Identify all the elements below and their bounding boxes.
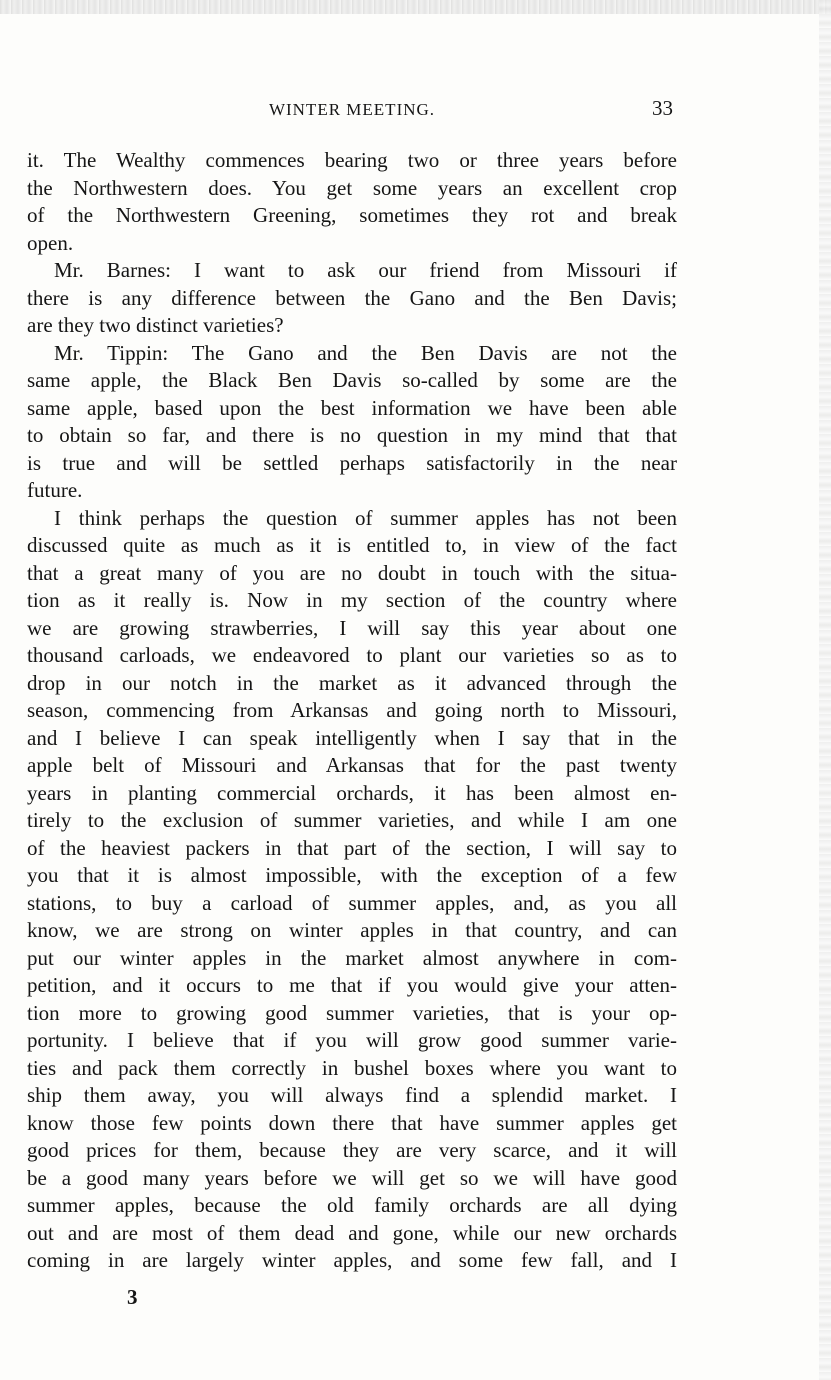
text-line: ship them away, you will always find a splendid market. I [27,1083,677,1107]
text-line: petition, and it occurs to me that if you would give your atten- [27,973,677,997]
text-line: there is any difference between the Gano and the Ben Davis; [27,285,677,310]
text-line: season, commencing from Arkansas and going north to Missouri, [27,698,677,722]
scan-edge-right [819,0,831,1380]
text-line: and I believe I can speak intelligently when I say that in the [27,725,677,750]
text-line: coming in are largely winter apples, and some few fall, and I [27,1248,677,1272]
text-line: summer apples, because the old family orchards are all dying [27,1193,677,1217]
body-text [27,147,677,1275]
text-line: years in planting commercial orchards, it has been almost en- [27,780,677,805]
text-line: to obtain so far, and there is no question in my mind that that [27,423,677,447]
text-line: are they two distinct varieties? [27,313,284,337]
text-line: same apple, based upon the best information we have been able [27,395,677,420]
text-line: be a good many years before we will get so we will have good [27,1165,677,1190]
scan-edge-top [0,0,831,14]
text-line: out and are most of them dead and gone, while our new orchards [27,1220,677,1245]
text-line: it. The Wealthy commences bearing two or three years before [27,148,677,172]
text-line: Mr. Tippin: The Gano and the Ben Davis are not the [54,340,677,365]
text-line: Mr. Barnes: I want to ask our friend from Missouri if [54,258,677,282]
text-line: put our winter apples in the market almost anywhere in com- [27,945,677,970]
text-line: is true and will be settled perhaps satisfactorily in the near [27,450,677,475]
paragraph-4 [27,505,677,1275]
text-line: tion more to growing good summer varieties, that is your op- [27,1000,677,1025]
running-header [27,94,677,124]
text-line: that a great many of you are no doubt in touch with the situa- [27,560,677,585]
text-line: the Northwestern does. You get some years an excellent crop [27,175,677,200]
text-line: of the Northwestern Greening, sometimes they rot and break [27,203,677,227]
text-line: we are growing strawberries, I will say this year about one [27,615,677,640]
text-line: know, we are strong on winter apples in that country, and can [27,918,677,942]
signature-mark: 3 [127,1285,138,1309]
text-line: same apple, the Black Ben Davis so-called by some are the [27,368,677,392]
paragraph-3 [27,340,677,505]
text-line: open. [27,230,74,255]
text-line: thousand carloads, we endeavored to plant our varieties so as to [27,643,677,667]
text-line: drop in our notch in the market as it advanced through the [27,670,677,695]
text-line: ties and pack them correctly in bushel boxes where you want to [27,1055,677,1080]
text-line: portunity. I believe that if you will grow good summer varie- [27,1028,677,1052]
paragraph-2 [27,257,677,340]
text-line: discussed quite as much as it is entitled to, in view of the fact [27,533,677,557]
text-line: apple belt of Missouri and Arkansas that for the past twenty [27,753,677,777]
page-number: 33 [652,96,673,120]
text-line: know those few points down there that have summer apples get [27,1110,677,1135]
text-line: stations, to buy a carload of summer apples, and, as you all [27,890,677,915]
text-line: you that it is almost impossible, with the exception of a few [27,863,677,887]
paragraph-1 [27,147,677,257]
running-title: WINTER MEETING. [268,100,436,119]
text-line: I think perhaps the question of summer apples has not been [54,505,677,530]
text-line: tirely to the exclusion of summer varieties, and while I am one [27,808,677,832]
text-line: good prices for them, because they are very scarce, and it will [27,1138,677,1162]
text-line: of the heaviest packers in that part of the section, I will say to [27,835,677,860]
text-line: future. [27,478,83,502]
text-line: tion as it really is. Now in my section of the country where [27,588,677,612]
